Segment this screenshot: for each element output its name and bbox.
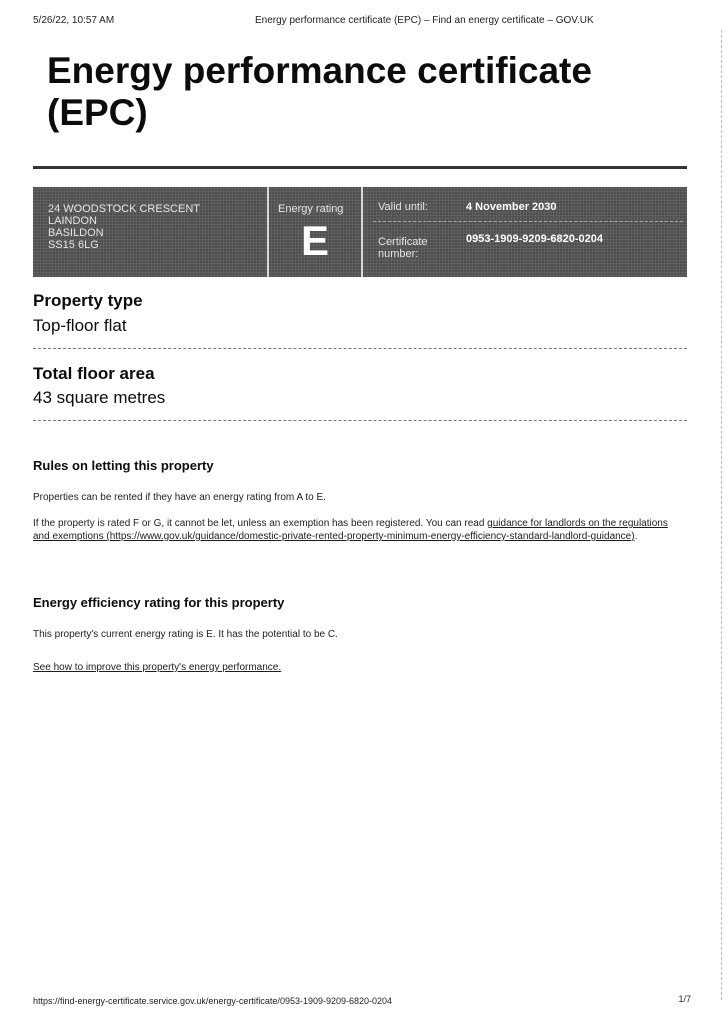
print-footer-url: https://find-energy-certificate.service.gov.uk/energy-certificate/0953-1909-9209-6820-0204 xyxy=(33,996,393,1006)
letting-rules-paragraph: Properties can be rented if they have an energy rating from A to E. xyxy=(33,492,326,503)
scan-edge xyxy=(720,30,722,1000)
letting-exemption-paragraph xyxy=(33,517,687,543)
summary-divider xyxy=(267,187,269,277)
certificate-number-value: 0953-1909-9209-6820-0204 xyxy=(466,233,604,245)
address-line: BASILDON xyxy=(48,227,104,239)
energy-rating-letter: E xyxy=(301,217,330,264)
property-type-value: Top-floor flat xyxy=(33,316,127,335)
landlord-guidance-link[interactable]: guidance for landlords on the regulations and exemptions (https://www.gov.uk/guidance/domestic-private-rented-property-minimum-energy-efficiency-standard-landlord-guidance) xyxy=(33,518,668,542)
print-date: 5/26/22, 10:57 AM xyxy=(33,15,115,26)
address-line: SS15 6LG xyxy=(48,239,99,251)
valid-until-label: Valid until: xyxy=(378,201,428,213)
letting-exemption-text: If the property is rated F or G, it cannot be let, unless an exemption has been registered. You can read xyxy=(33,518,488,529)
page-title: Energy performance certificate (EPC) xyxy=(47,50,592,133)
section-divider xyxy=(33,420,687,421)
property-address xyxy=(48,203,200,251)
title-divider xyxy=(33,166,687,169)
valid-until-value: 4 November 2030 xyxy=(466,201,557,213)
section-divider xyxy=(33,348,687,349)
address-line: 24 WOODSTOCK CRESCENT xyxy=(48,203,200,215)
address-line: LAINDON xyxy=(48,215,97,227)
summary-inner-divider xyxy=(373,221,683,222)
improve-performance-paragraph xyxy=(33,661,687,674)
epc-summary-box xyxy=(33,187,687,277)
floor-area-label: Total floor area xyxy=(33,364,155,383)
efficiency-rating-heading: Energy efficiency rating for this property xyxy=(33,595,285,610)
summary-divider xyxy=(361,187,363,277)
letting-exemption-end: . xyxy=(634,531,638,542)
print-page-number: 1/7 xyxy=(678,994,691,1004)
floor-area-value: 43 square metres xyxy=(33,388,166,407)
print-page-title: Energy performance certificate (EPC) – Find an energy certificate – GOV.UK xyxy=(255,15,594,26)
energy-rating-label: Energy rating xyxy=(278,203,344,215)
print-header xyxy=(0,12,726,26)
property-type-label: Property type xyxy=(33,291,143,310)
letting-rules-heading: Rules on letting this property xyxy=(33,458,214,473)
improve-performance-link[interactable]: See how to improve this property's energy performance. xyxy=(33,662,282,673)
efficiency-rating-paragraph: This property's current energy rating is E. It has the potential to be C. xyxy=(33,629,338,640)
certificate-number-label: Certificate number: xyxy=(378,236,428,260)
